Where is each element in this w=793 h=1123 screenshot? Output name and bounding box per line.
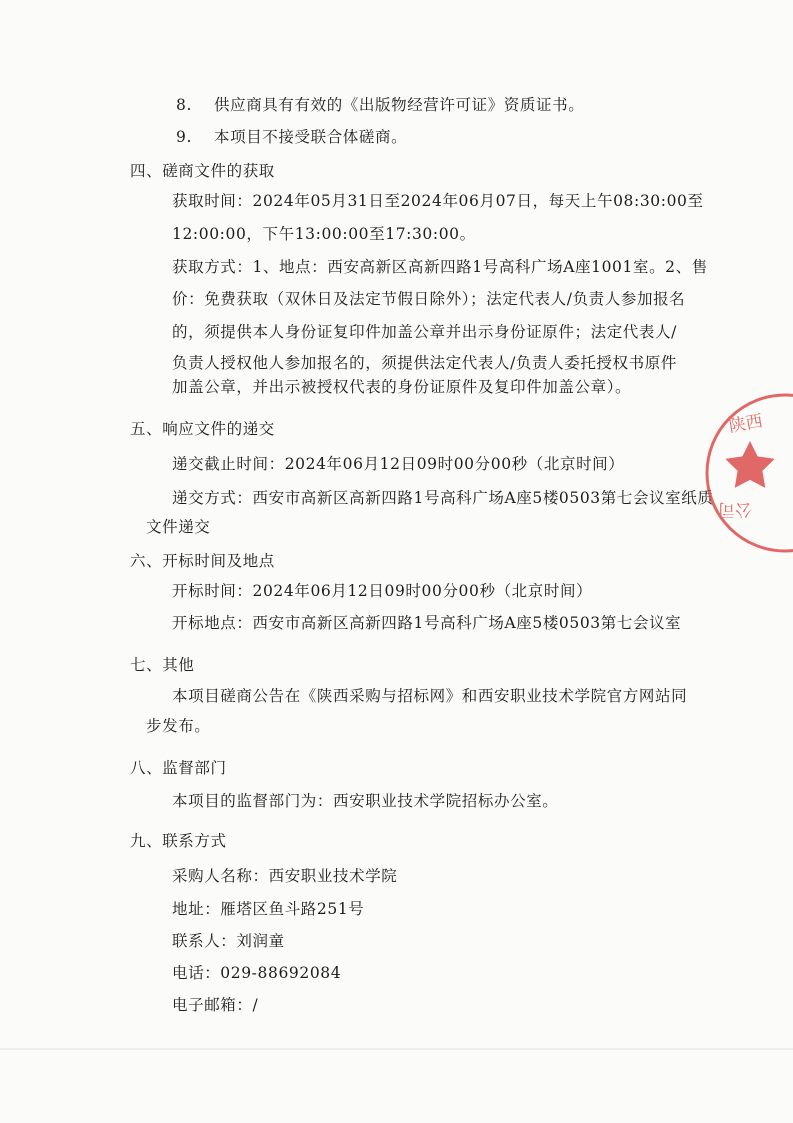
supervision-text: 本项目的监督部门为：西安职业技术学院招标办公室。 xyxy=(172,792,559,810)
list-text: 供应商具有有效的《出版物经营许可证》资质证书。 xyxy=(214,96,585,114)
buyer-name: 采购人名称：西安职业技术学院 xyxy=(172,867,398,885)
submission-method-line-2: 文件递交 xyxy=(146,518,211,536)
acquire-method-line-2: 价：免费获取（双休日及法定节假日除外）；法定代表人/负责人参加报名 xyxy=(172,290,686,308)
company-seal xyxy=(700,388,793,558)
section-heading-7: 七、其他 xyxy=(130,656,195,674)
contact-person: 联系人：刘润童 xyxy=(172,932,285,950)
list-item-9 xyxy=(176,127,407,147)
section-heading-4: 四、磋商文件的获取 xyxy=(130,162,275,180)
scan-artifact-line xyxy=(0,1048,793,1050)
acquire-method-line-3: 的，须提供本人身份证复印件加盖公章并出示身份证原件；法定代表人/ xyxy=(172,323,677,341)
buyer-address: 地址：雁塔区鱼斗路251号 xyxy=(172,900,365,918)
acquire-time-line-1: 获取时间：2024年05月31日至2024年06月07日，每天上午08:30:00至 xyxy=(172,192,704,210)
other-text-line-1: 本项目磋商公告在《陕西采购与招标网》和西安职业技术学院官方网站同 xyxy=(172,687,688,705)
acquire-method-line-1: 获取方式：1、地点：西安高新区高新四路1号高科广场A座1001室。2、售 xyxy=(172,258,708,276)
acquire-method-line-5: 加盖公章，并出示被授权代表的身份证原件及复印件加盖公章）。 xyxy=(172,378,632,396)
list-text: 本项目不接受联合体磋商。 xyxy=(214,128,408,146)
seal-text-top: 陕西 xyxy=(727,411,765,437)
contact-phone: 电话：029-88692084 xyxy=(172,964,342,982)
opening-place: 开标地点：西安市高新区高新四路1号高科广场A座5楼0503第七会议室 xyxy=(172,614,682,632)
section-heading-6: 六、开标时间及地点 xyxy=(130,552,275,570)
section-heading-9: 九、联系方式 xyxy=(130,832,227,850)
other-text-line-2: 步发布。 xyxy=(146,717,211,735)
opening-time: 开标时间：2024年06月12日09时00分00秒（北京时间） xyxy=(172,582,593,600)
list-number: 9. xyxy=(176,128,192,146)
submission-method-line-1: 递交方式：西安市高新区高新四路1号高科广场A座5楼0503第七会议室纸质 xyxy=(172,489,714,507)
list-number: 8. xyxy=(176,96,192,114)
seal-mark: 02 xyxy=(745,462,753,469)
section-heading-8: 八、监督部门 xyxy=(130,759,227,777)
section-heading-5: 五、响应文件的递交 xyxy=(130,420,275,438)
seal-graphic xyxy=(700,388,793,558)
seal-text-bottom: 公司 xyxy=(718,499,752,519)
acquire-method-line-4: 负责人授权他人参加报名的，须提供法定代表人/负责人委托授权书原件 xyxy=(172,354,677,372)
submission-deadline: 递交截止时间：2024年06月12日09时00分00秒（北京时间） xyxy=(172,455,625,473)
list-item-8 xyxy=(176,95,584,115)
acquire-time-line-2: 12:00:00，下午13:00:00至17:30:00。 xyxy=(172,225,476,243)
contact-email: 电子邮箱：/ xyxy=(172,996,259,1014)
